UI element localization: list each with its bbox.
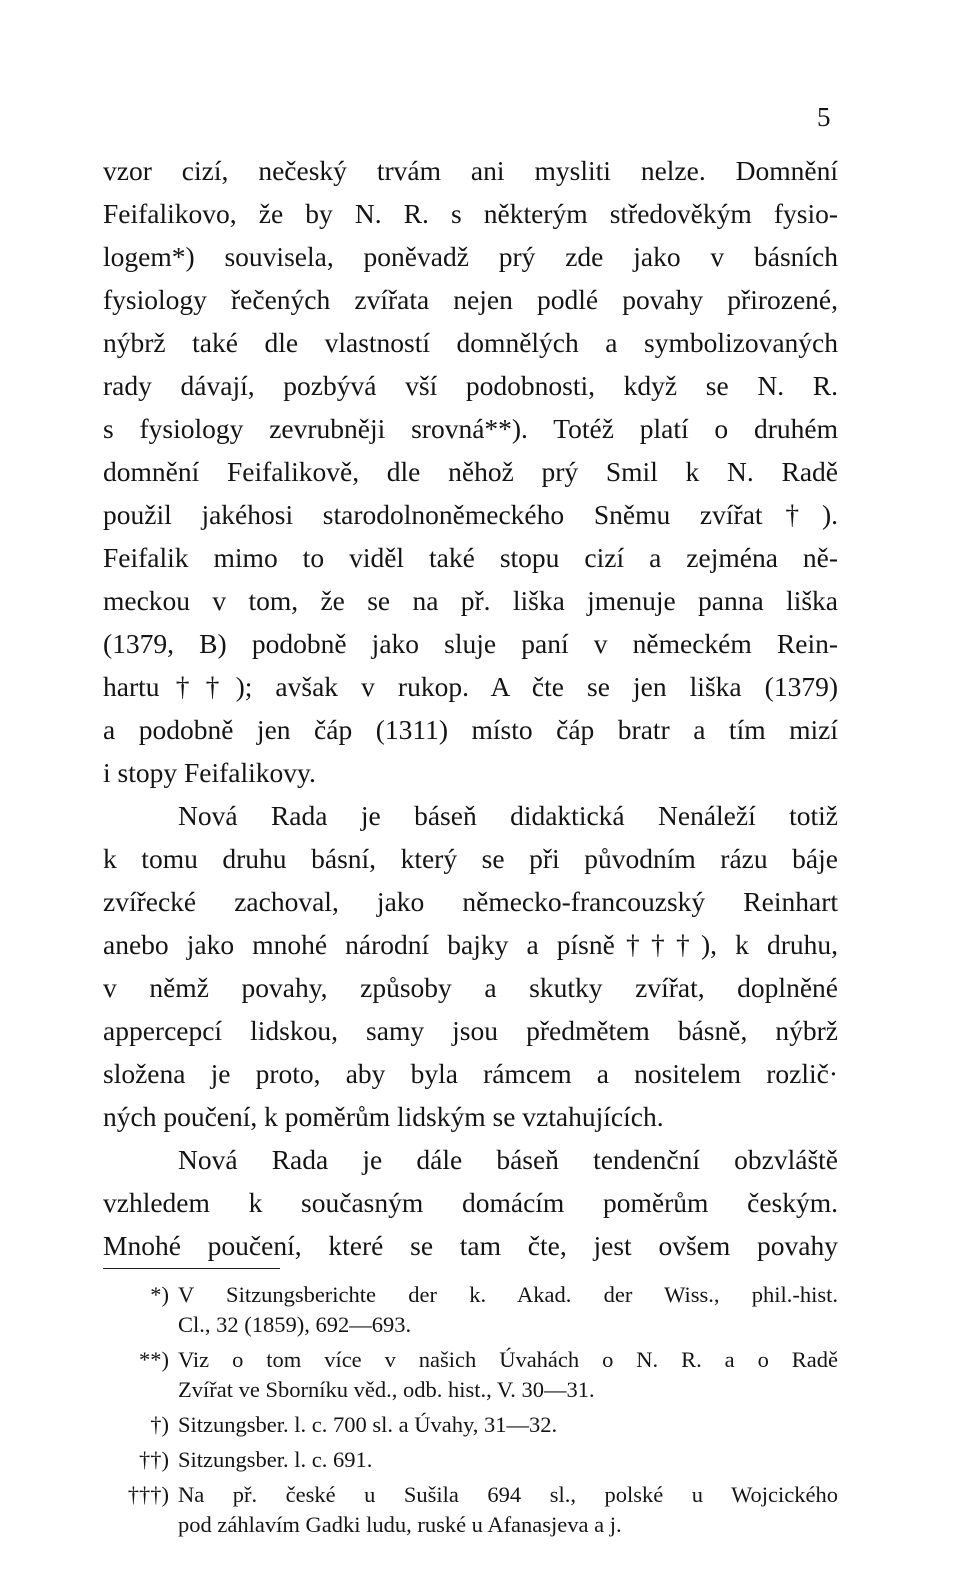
body-line: Feifalikovo, že by N. R. s některým středověkým fysio- (103, 198, 838, 229)
footnote-mark: †††) (127, 1482, 169, 1507)
footnote-mark: **) (139, 1347, 169, 1372)
footnote-text: Cl., 32 (1859), 692—693. (178, 1312, 412, 1337)
body-line: Nová Rada je báseň didaktická Nenáleží totiž (178, 800, 838, 831)
body-line: vzhledem k současným domácím poměrům českým. (103, 1187, 838, 1218)
body-line: meckou v tom, že se na př. liška jmenuje panna liška (103, 585, 838, 616)
footnote-text: Viz o tom více v našich Úvahách o N. R. a o Radě (178, 1347, 838, 1372)
body-line: ných poučení, k poměrům lidským se vztahujících. (103, 1101, 664, 1132)
body-line: Feifalik mimo to viděl také stopu cizí a zejména ně- (103, 542, 838, 573)
body-line: i stopy Feifalikovy. (103, 757, 316, 788)
body-line: nýbrž také dle vlastností domnělých a symbolizovaných (103, 327, 838, 358)
body-line: fysiology řečených zvířata nejen podlé povahy přirozené, (103, 284, 838, 315)
footnote-text: pod záhlavím Gadki ludu, ruské u Afanasjeva a j. (178, 1512, 622, 1537)
footnote-text: Sitzungsber. l. c. 700 sl. a Úvahy, 31—32. (178, 1412, 558, 1437)
body-line: s fysiology zevrubněji srovná**). Totéž platí o druhém (103, 413, 838, 444)
footnote-rule (103, 1268, 280, 1269)
footnote-mark: †) (150, 1412, 169, 1437)
body-line: domnění Feifalikově, dle něhož prý Smil k N. Radě (103, 456, 838, 487)
footnote-text: Zvířat ve Sborníku věd., odb. hist., V. 30—31. (178, 1377, 595, 1402)
body-line: použil jakéhosi starodolnoněmeckého Sněmu zvířat†). (103, 499, 838, 530)
footnote-text: Na př. české u Sušila 694 sl., polské u Wojcického (178, 1482, 838, 1507)
body-line: anebo jako mnohé národní bajky a písně†††), k druhu, (103, 929, 838, 960)
body-line: Mnohé poučení, které se tam čte, jest ovšem povahy (103, 1230, 838, 1261)
body-line: zvířecké zachoval, jako německo-francouzský Reinhart (103, 886, 838, 917)
body-line: Nová Rada je dále báseň tendenční obzvláště (178, 1144, 838, 1175)
body-line: vzor cizí, nečeský trvám ani mysliti nelze. Domnění (103, 155, 838, 186)
body-line: rady dávají, pozbývá vší podobnosti, když se N. R. (103, 370, 838, 401)
body-line: v němž povahy, způsoby a skutky zvířat, doplněné (103, 972, 838, 1003)
body-line: složena je proto, aby byla rámcem a nositelem rozlič· (103, 1058, 838, 1089)
body-line: k tomu druhu básní, který se při původním rázu báje (103, 843, 838, 874)
body-line: appercepcí lidskou, samy jsou předmětem básně, nýbrž (103, 1015, 838, 1046)
body-line: logem*) souvisela, poněvadž prý zde jako v básních (103, 241, 838, 272)
body-line: (1379, B) podobně jako sluje paní v německém Rein- (103, 628, 838, 659)
footnote-mark: ††) (139, 1447, 169, 1472)
footnote-text: Sitzungsber. l. c. 691. (178, 1447, 373, 1472)
body-line: hartu††); avšak v rukop. A čte se jen liška (1379) (103, 671, 838, 702)
footnote-text: V Sitzungsberichte der k. Akad. der Wiss., phil.-hist. (178, 1282, 838, 1307)
footnote-mark: *) (150, 1282, 169, 1307)
body-line: a podobně jen čáp (1311) místo čáp bratr a tím mizí (103, 714, 838, 745)
page-number: 5 (817, 102, 831, 132)
